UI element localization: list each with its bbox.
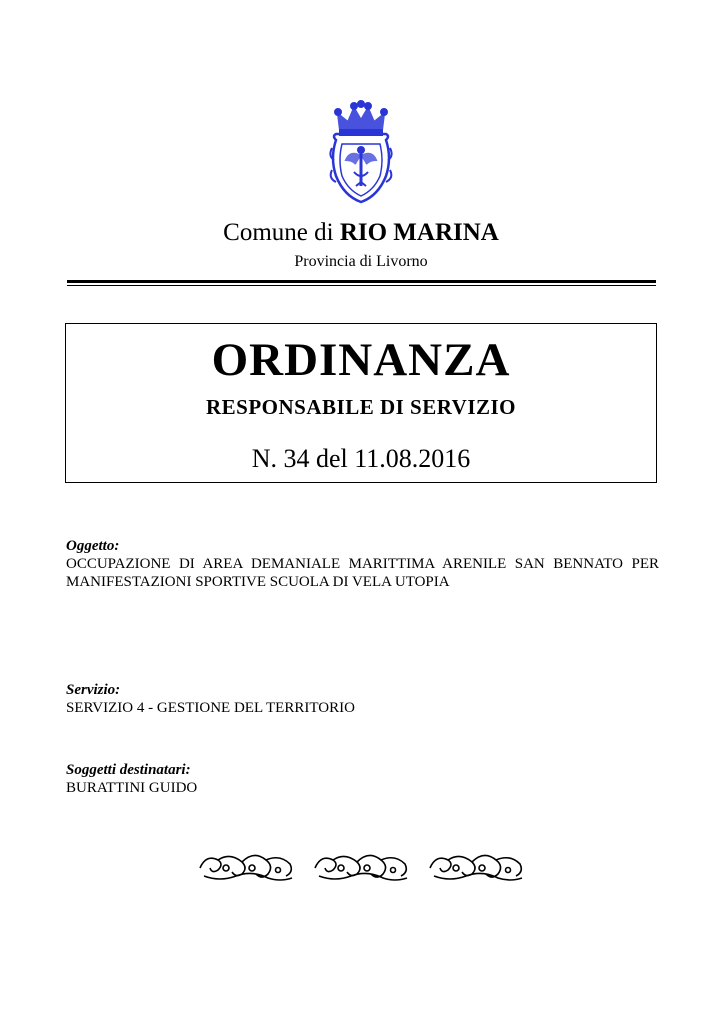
comune-name: RIO MARINA (339, 219, 499, 246)
oggetto-text: OCCUPAZIONE DI AREA DEMANIALE MARITTIMA ARENILE SAN BENNATO PER MANIFESTAZIONI SPORTIVE SCUOLA DI VELA UTOPIA (66, 556, 659, 590)
header-divider-thin (67, 285, 656, 286)
decorative-flourish-icon (311, 848, 411, 884)
decorative-flourish-icon (196, 848, 296, 884)
header-divider-thick (67, 280, 656, 283)
comune-heading (0, 218, 722, 248)
document-subtitle: RESPONSABILE DI SERVIZIO (205, 395, 517, 419)
oggetto-label: Oggetto: (66, 538, 120, 554)
comune-prefix: Comune di (223, 219, 334, 246)
municipal-crest-icon (326, 100, 396, 204)
document-number: N. 34 del 11.08.2016 (251, 444, 471, 473)
closing-ornaments (196, 848, 526, 884)
title-box (65, 323, 657, 483)
decorative-flourish-icon (426, 848, 526, 884)
destinatari-label: Soggetti destinatari: (66, 762, 191, 778)
servizio-label: Servizio: (66, 682, 121, 698)
destinatari-text: BURATTINI GUIDO (66, 780, 198, 796)
servizio-text: SERVIZIO 4 - GESTIONE DEL TERRITORIO (66, 700, 355, 716)
document-title: ORDINANZA (211, 334, 511, 386)
provincia-label: Provincia di Livorno (294, 253, 428, 270)
